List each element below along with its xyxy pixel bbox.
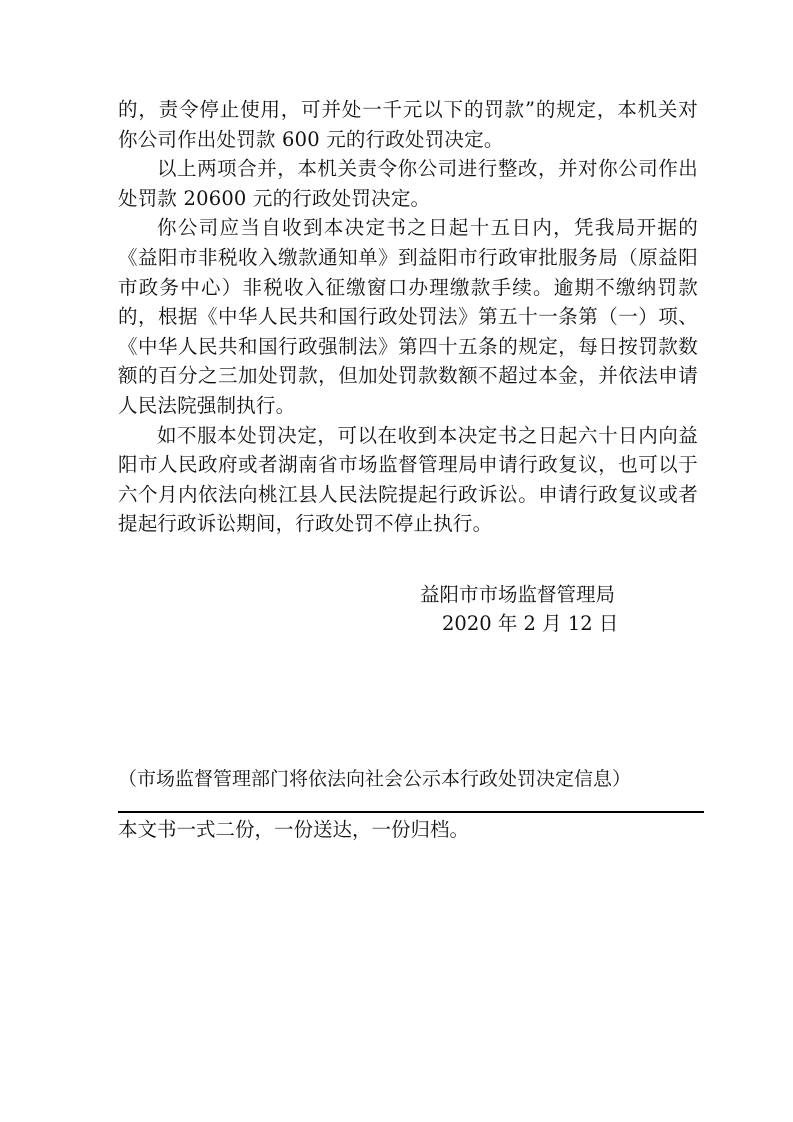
copies-note: 本文书一式二份，一份送达，一份归档。 xyxy=(118,818,470,841)
paragraph-combined-penalty: 以上两项合并，本机关责令你公司进行整改，并对你公司作出处罚款 20600 元的行政处罚决定。 xyxy=(118,157,698,210)
issuing-organization: 益阳市市场监督管理局 xyxy=(420,583,616,606)
document-body xyxy=(118,95,698,539)
paragraph-payment-instructions: 你公司应当自收到本决定书之日起十五日内，凭我局开据的《益阳市非税收入缴款通知单》到益阳市行政审批服务局（原益阳市政务中心）非税收入征缴窗口办理缴款手续。逾期不缴纳罚款的，根据《中华人民共和国行政处罚法》第五十一条第（一）项、《中华人民共和国行政强制法》第四十五条的规定，每日按罚款数额的百分之三加处罚款，但加处罚款数额不超过本金，并依法申请人民法院强制执行。 xyxy=(118,216,698,417)
paragraph-appeal-rights: 如不服本处罚决定，可以在收到本决定书之日起六十日内向益阳市人民政府或者湖南省市场监督管理局申请行政复议，也可以于六个月内依法向桃江县人民法院提起行政诉讼。申请行政复议或者提起行政诉讼期间，行政处罚不停止执行。 xyxy=(118,423,698,536)
issue-date: 2020 年 2 月 12 日 xyxy=(442,612,619,635)
public-disclosure-notice: （市场监督管理部门将依法向社会公示本行政处罚决定信息） xyxy=(118,768,632,790)
footer-divider xyxy=(118,811,704,813)
paragraph-penalty-continuation: 的，责令停止使用，可并处一千元以下的罚款”的规定，本机关对你公司作出处罚款 600 元的行政处罚决定。 xyxy=(118,98,698,151)
